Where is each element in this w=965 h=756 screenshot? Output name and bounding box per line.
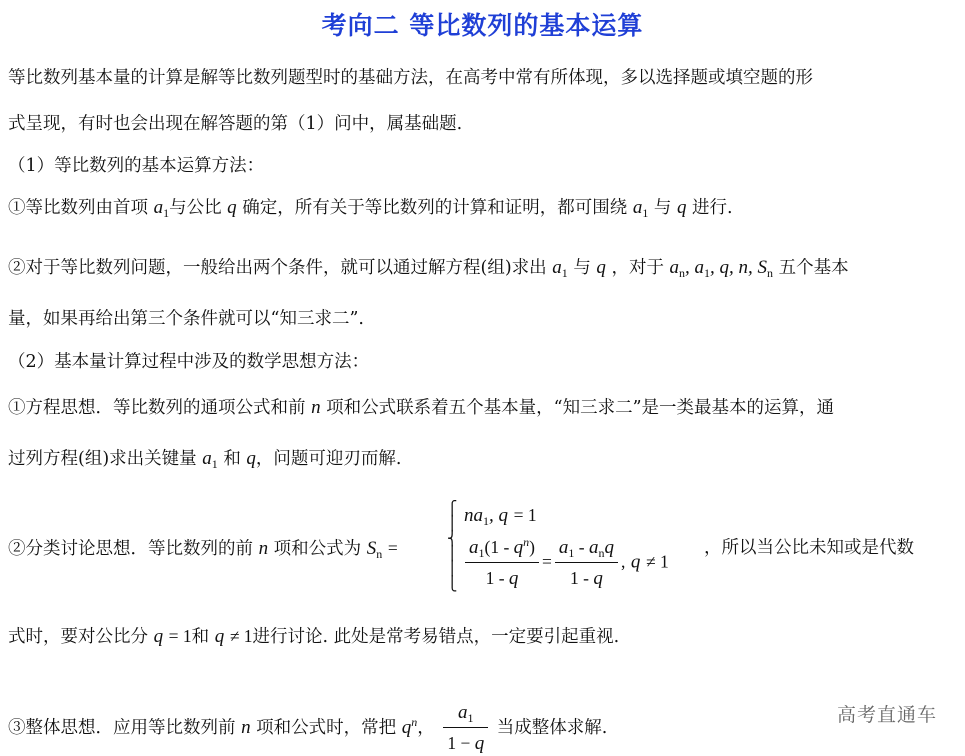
formula-case-1: $na_1$, q = 1 <box>464 505 537 528</box>
s1-point-2: ②对于等比数列问题，一般给出两个条件，就可以通过解方程(组)求出 $a_1$ 与 q ，对于 $a_n$, $a_1$, q, n, $S_n$ 五个基本 <box>8 257 849 280</box>
s2-point-2: ②分类讨论思想．等比数列的前 n 项和公式为 $S_n$ = <box>8 538 398 561</box>
section-2-heading: （2）基本量计算过程中涉及的数学思想方法： <box>8 352 370 372</box>
ratio-fraction: $\frac{a_1}{1 - q}$ <box>443 701 488 756</box>
s2-point-2-cont: 式时，要对公比分 q = 1和 q ≠ 1进行讨论. 此处是常考易错点，一定要引起重视. <box>8 626 620 647</box>
s2-point-3: ③整体思想．应用等比数列前 n 项和公式时，常把 $q^n$， $\frac{a_1}{1 - q}$ 当成整体求解. <box>8 702 608 754</box>
watermark: 高考直通车 <box>836 704 937 726</box>
s2-point-1: ①方程思想．等比数列的通项公式和前 n 项和公式联系着五个基本量，“知三求二”是一类最基本的运算，通 <box>8 397 835 418</box>
s1-point-2-cont: 量，如果再给出第三个条件就可以“知三求二”. <box>8 309 364 329</box>
intro-line-2: 式呈现，有时也会出现在解答题的第（1）问中，属基础题. <box>8 114 463 134</box>
piecewise-brace: ⎧ ⎪ ⎨ ⎪ ⎪ ⎩ <box>448 501 457 592</box>
sum-fraction-2: $\frac{a_1 - a_nq}{1 - q}$ <box>555 535 618 591</box>
s2-point-1-cont: 过列方程(组)求出关键量 $a_1$ 和 q，问题可迎刃而解. <box>8 448 402 471</box>
formula-case-2: $\frac{a_1(1 - q^n)}{1 - q}$ = $\frac{a_1 - a_nq}{1 - q}$ , q ≠ 1 <box>462 535 957 591</box>
sum-fraction-1: $\frac{a_1(1 - q^n)}{1 - q}$ <box>465 535 539 591</box>
s1-point-1: ①等比数列由首项 $a_1$与公比 q 确定，所有关于等比数列的计算和证明，都可围绕 $a_1$ 与 q 进行. <box>8 197 733 220</box>
s2-point-2-tail: ，所以当公比未知或是代数 <box>704 538 914 558</box>
intro-line-1: 等比数列基本量的计算是解等比数列题型时的基础方法，在高考中常有所体现，多以选择题或填空题的形 <box>8 68 813 88</box>
section-title: 考向二 等比数列的基本运算 <box>321 11 644 40</box>
section-1-heading: （1）等比数列的基本运算方法： <box>8 156 265 176</box>
